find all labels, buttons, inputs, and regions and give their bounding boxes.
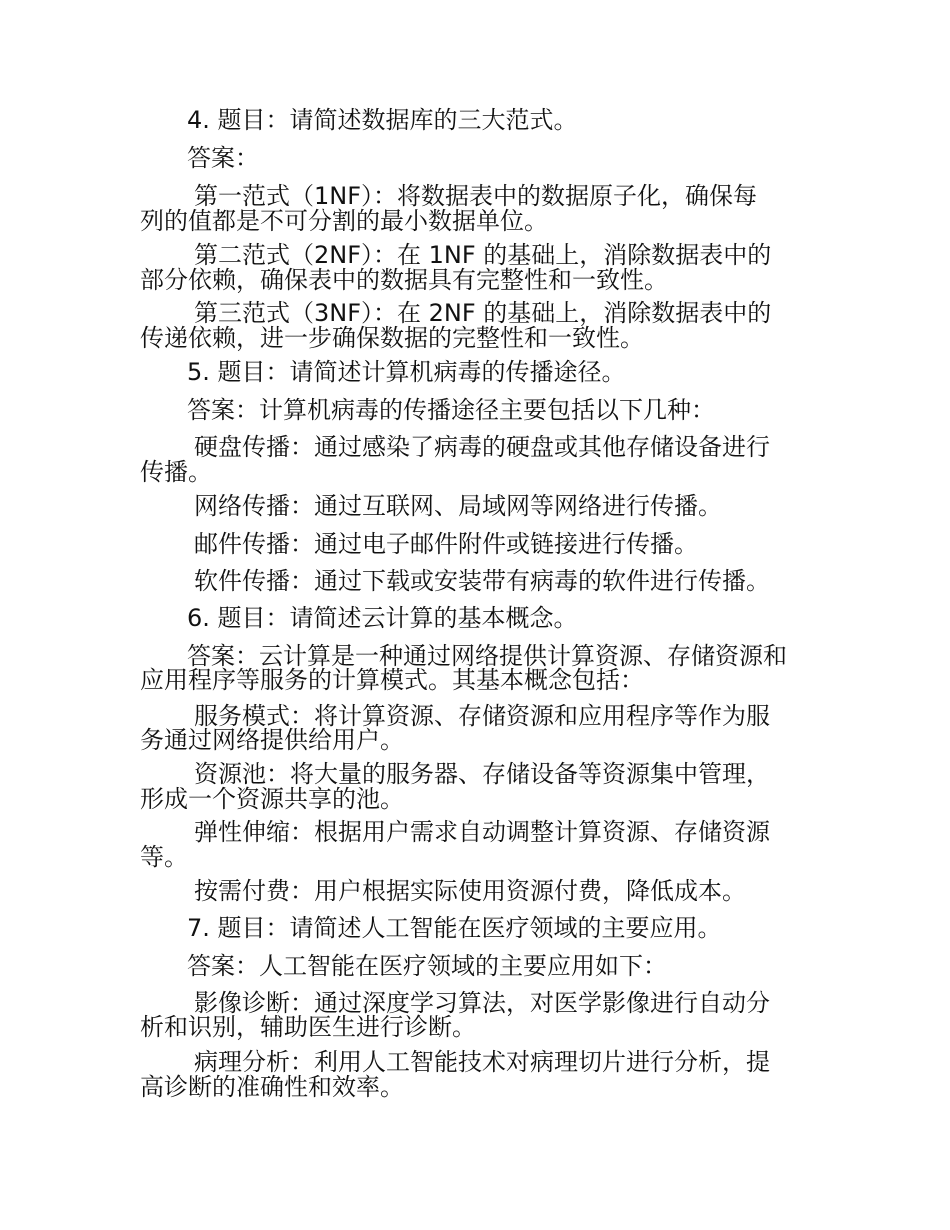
answer-text-line: 应用程序等服务的计算模式。其基本概念包括：	[140, 666, 644, 694]
question-5-title: 5. 题目：请简述计算机病毒的传播途径。	[187, 358, 626, 386]
answer-text-line: 传递依赖，进一步确保数据的完整性和一致性。	[140, 324, 644, 352]
answer-text-line: 弹性伸缩：根据用户需求自动调整计算资源、存储资源	[194, 818, 770, 846]
answer-text-line: 按需付费：用户根据实际使用资源付费，降低成本。	[194, 877, 746, 905]
answer-text-line: 答案：云计算是一种通过网络提供计算资源、存储资源和	[187, 642, 787, 670]
answer-text-line: 部分依赖，确保表中的数据具有完整性和一致性。	[140, 266, 668, 294]
answer-text-line: 病理分析：利用人工智能技术对病理切片进行分析，提	[194, 1048, 770, 1076]
answer-text-line: 列的值都是不可分割的最小数据单位。	[140, 207, 548, 235]
answer-text-line: 软件传播：通过下载或安装带有病毒的软件进行传播。	[194, 567, 770, 595]
answer-label: 答案：	[187, 144, 259, 172]
answer-text-line: 传播。	[140, 458, 212, 486]
question-7-title: 7. 题目：请简述人工智能在医疗领域的主要应用。	[187, 914, 722, 942]
answer-text-line: 答案：计算机病毒的传播途径主要包括以下几种：	[187, 396, 715, 424]
answer-text-line: 高诊断的准确性和效率。	[140, 1073, 404, 1101]
answer-text-line: 网络传播：通过互联网、局域网等网络进行传播。	[194, 492, 722, 520]
answer-text-line: 邮件传播：通过电子邮件附件或链接进行传播。	[194, 530, 698, 558]
answer-text-line: 析和识别，辅助医生进行诊断。	[140, 1013, 476, 1041]
question-4-title: 4. 题目：请简述数据库的三大范式。	[187, 106, 578, 134]
question-6-title: 6. 题目：请简述云计算的基本概念。	[187, 604, 578, 632]
answer-text-line: 服务模式：将计算资源、存储资源和应用程序等作为服	[194, 702, 770, 730]
answer-text-line: 资源池：将大量的服务器、存储设备等资源集中管理，	[194, 760, 770, 788]
answer-text-line: 第二范式（2NF）：在 1NF 的基础上，消除数据表中的	[194, 241, 772, 269]
answer-text-line: 第一范式（1NF）：将数据表中的数据原子化，确保每	[194, 182, 758, 210]
answer-text-line: 答案：人工智能在医疗领域的主要应用如下：	[187, 952, 667, 980]
answer-text-line: 第三范式（3NF）：在 2NF 的基础上，消除数据表中的	[194, 299, 772, 327]
answer-text-line: 形成一个资源共享的池。	[140, 785, 404, 813]
answer-text-line: 务通过网络提供给用户。	[140, 726, 404, 754]
answer-text-line: 硬盘传播：通过感染了病毒的硬盘或其他存储设备进行	[194, 433, 770, 461]
answer-text-line: 影像诊断：通过深度学习算法，对医学影像进行自动分	[194, 989, 770, 1017]
answer-text-line: 等。	[140, 843, 188, 871]
